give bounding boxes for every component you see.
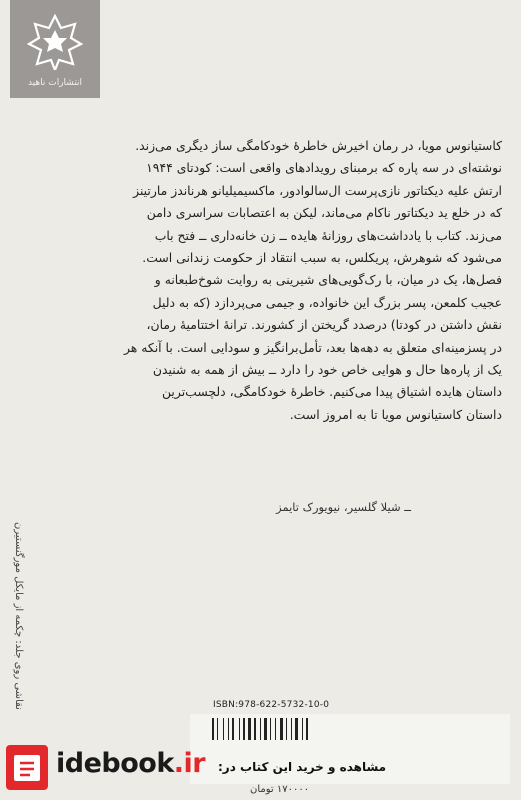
watermark-tld: .ir bbox=[173, 748, 206, 779]
barcode-bar bbox=[223, 718, 224, 740]
idebook-logo-icon bbox=[6, 745, 48, 790]
barcode-bar bbox=[239, 718, 240, 740]
barcode-bar bbox=[217, 718, 218, 740]
star-badge-icon bbox=[27, 14, 83, 70]
barcode-bar bbox=[270, 718, 271, 740]
blurb-line: داستان هایده اشتیاق پیدا می‌کنیم. خاطرهٔ خودکامگی، دلچسب‌ترین bbox=[162, 384, 502, 400]
blurb-line: داستان کاستیانوس مویا تا به امروز است. bbox=[289, 406, 502, 422]
blurb-line: یک از پاره‌ها حال و هوایی خاص خود را دارد ــ بیش از همه به شنیدن bbox=[152, 362, 502, 378]
watermark-brand-name: idebook bbox=[56, 748, 174, 779]
cover-art-credit: نقاشی روی جلد: چکمه از مایکل مورگنستیرن bbox=[13, 522, 24, 710]
barcode-bar bbox=[302, 718, 303, 740]
barcode-bar bbox=[306, 718, 308, 740]
barcode-bar bbox=[212, 718, 214, 740]
barcode-bar bbox=[254, 718, 256, 740]
publisher-name: انتشارات ناهید bbox=[27, 78, 83, 88]
price-text: ۱۷۰۰۰۰ تومان bbox=[250, 784, 310, 795]
barcode-bar bbox=[260, 718, 261, 740]
barcode-bar bbox=[291, 718, 292, 740]
barcode-bar bbox=[275, 718, 276, 740]
blurb-line: ارتش علیه دیکتاتور نازی‌پرست ال‌سالوادور، ماکسیمیلیانو هرناندز مارتینز bbox=[133, 182, 502, 198]
watermark-caption: مشاهده و خرید این کتاب در: bbox=[218, 760, 387, 774]
review-credit: ــ شیلا گلسیر، نیویورک تایمز bbox=[276, 500, 411, 514]
barcode-bar bbox=[228, 718, 229, 740]
barcode-bar bbox=[243, 718, 245, 740]
back-cover-blurb bbox=[76, 135, 502, 426]
blurb-line: نوشته‌ای در سه پاره که برمبنای رویدادهای واقعی است: کودتای ۱۹۴۴ bbox=[146, 160, 502, 176]
blurb-line: که در خلع ید دیکتاتور ناکام می‌ماند، لیکن به اعتصابات سراسری دامن bbox=[146, 205, 502, 221]
barcode-bar bbox=[264, 718, 267, 740]
watermark-brand[interactable] bbox=[56, 748, 205, 779]
blurb-line: کاستیانوس مویا، در رمان اخیرش خاطرهٔ خودکامگی ساز دیگری می‌زند. bbox=[135, 138, 502, 153]
barcode-bar bbox=[248, 718, 251, 740]
blurb-line: در پسزمینه‌ای متعلق به دهه‌ها بعد، تأمل‌برانگیز و سودایی است. با آنکه هر bbox=[123, 339, 502, 355]
barcode-bar bbox=[295, 718, 298, 740]
publisher-logo-box bbox=[10, 0, 100, 98]
barcode-bar bbox=[232, 718, 234, 740]
blurb-line: فصل‌ها، یک در میان، با رک‌گویی‌های شیرینی به روایت شوخ‌طبعانه و bbox=[154, 272, 502, 288]
blurb-line: می‌زند. کتاب با یادداشت‌های روزانهٔ هایده ــ زن خانه‌داری ــ فتح باب bbox=[154, 227, 502, 243]
barcode-bar bbox=[280, 718, 283, 740]
blurb-line: نقش داشتن در کودتا) درصدد گریختن از کشورند. ترانهٔ اختتامیهٔ رمان، bbox=[146, 317, 502, 333]
barcode-bar bbox=[286, 718, 287, 740]
blurb-line: عجیب کلمعن، پسر بزرگ این خانواده، و جیمی می‌پردازد (که به دلیل bbox=[152, 294, 502, 310]
blurb-line: می‌شود که شوهرش، پریکلس، به سبب انتقاد از حکومت زندانی است. bbox=[142, 250, 502, 266]
isbn-text: ISBN:978-622-5732-10-0 bbox=[213, 700, 330, 710]
